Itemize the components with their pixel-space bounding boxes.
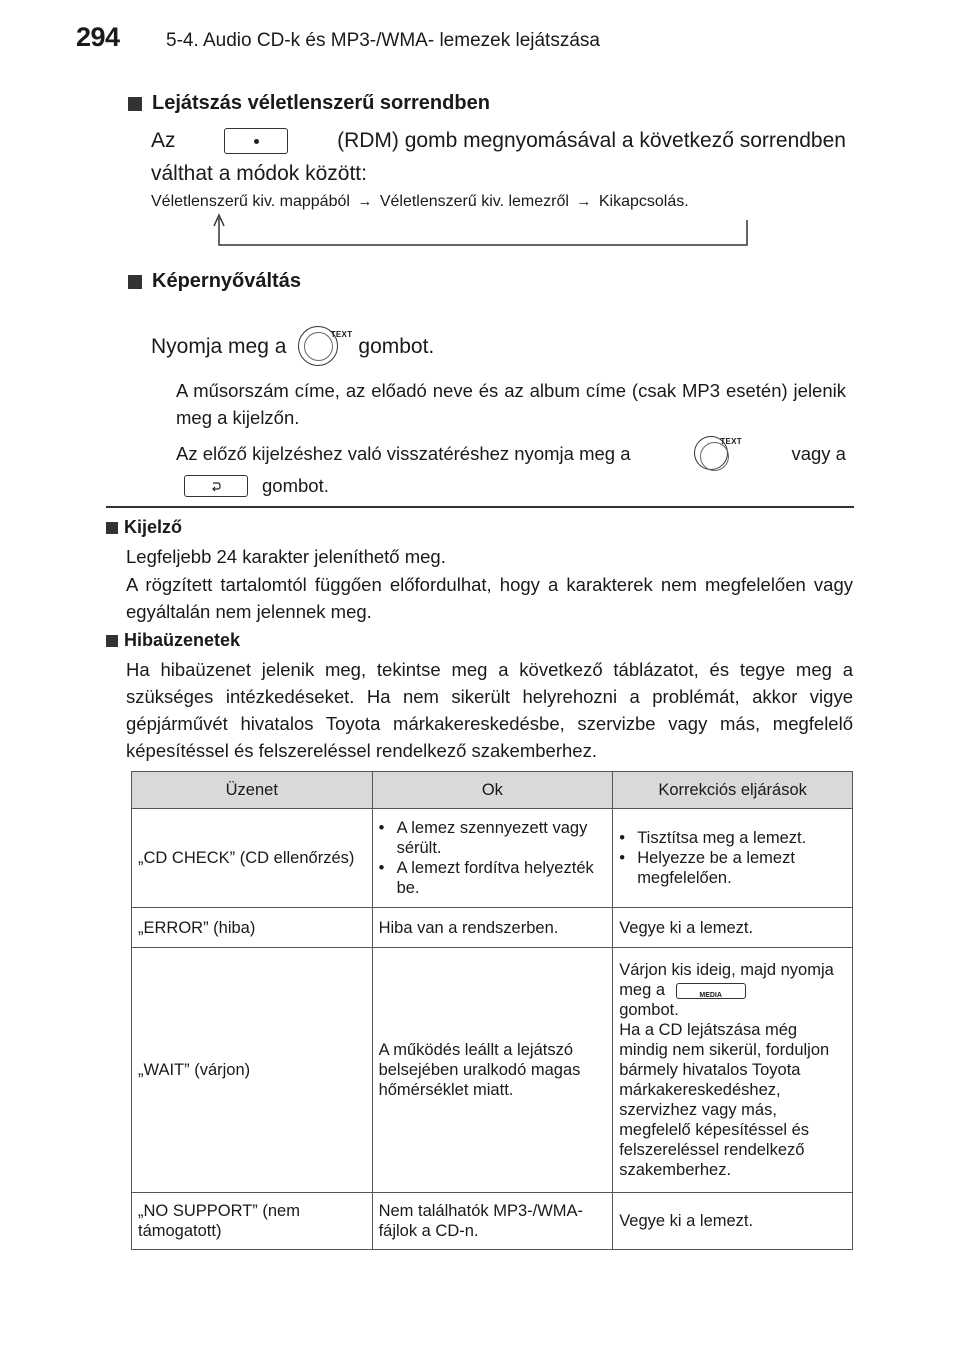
display-switch-heading-text: Képernyőváltás [152,270,301,292]
table-row [132,908,853,948]
table-header-action: Korrekciós eljárások [613,772,853,809]
display-switch-heading [128,270,301,293]
text-knob-label: TEXT [720,437,742,446]
display-back-middle: vagy a [791,442,846,464]
table-header-cause: Ok [372,772,613,809]
errors-note-heading-text: Hibaüzenetek [124,630,241,650]
row-cause: Hiba van a rendszerben. [372,908,613,948]
row-cause: A működés leállt a lejátszó belsejében uralkodó magas hőmérséklet miatt. [372,948,613,1193]
sequence-arrow-icon: → [357,193,373,210]
row-cause: Nem találhatók MP3-/WMA-fájlok a CD-n. [372,1193,613,1250]
display-switch-before: Nyomja meg a [151,334,287,358]
media-button-label: MEDIA [699,991,722,999]
back-button-icon [184,475,248,497]
list-item: • A lemezt fordítva helyezték be. [379,858,607,898]
row-message: „NO SUPPORT” (nem támogatott) [132,1193,373,1250]
sequence-step1: Véletlenszerű kiv. mappából [151,193,350,210]
random-line1-after: (RDM) gomb megnyomásával a következő sorrendben [337,129,846,152]
list-item: • A lemez szennyezett vagy sérült. [379,818,607,858]
table-row [132,1193,853,1250]
loop-back-arrow-icon [210,212,754,252]
display-back-after: gombot. [262,475,329,496]
section-divider [106,506,854,508]
return-arrow-icon [185,476,249,496]
table-header-message: Üzenet [132,772,373,809]
table-row [132,948,853,1193]
rdm-button-icon [224,128,288,154]
random-line2: válthat a módok között: [151,162,367,185]
display-switch-info: A műsorszám címe, az előadó neve és az album címe (csak MP3 esetén) jelenik meg a kijelzőn. [176,380,846,428]
display-note-heading [106,517,182,538]
table-header-row [132,772,853,809]
row-action [613,809,853,908]
random-line1-before: Az [151,129,176,152]
display-note-heading-text: Kijelző [124,517,183,537]
row-action [613,948,853,1193]
list-item: • Helyezze be a lemezt megfelelően. [619,848,846,888]
square-bullet-icon [128,275,142,289]
row-message: „ERROR” (hiba) [132,908,373,948]
display-back-before: Az előző kijelzéshez való visszatéréshez nyomja meg a [176,442,631,464]
error-table [131,771,853,1250]
page-number: 294 [76,22,120,52]
row-cause [372,809,613,908]
sequence-step3: Kikapcsolás. [598,193,689,210]
errors-note-heading [106,630,240,651]
media-button-icon [676,983,746,999]
chapter-title: 5-4. Audio CD-k és MP3-/WMA- lemezek lejátszása [166,30,600,51]
sequence-step2: Véletlenszerű kiv. lemezről [379,193,569,210]
row-message: „CD CHECK” (CD ellenőrzés) [132,809,373,908]
wait-action-before: Várjon kis ideig, majd nyomja meg a [619,961,834,999]
square-bullet-icon [106,635,118,647]
text-knob-small [694,436,742,470]
random-sequence [151,193,689,211]
text-knob [298,326,353,366]
random-description [151,124,846,190]
display-switch-after: gombot. [358,334,435,358]
sequence-arrow-icon: → [576,193,592,210]
display-note-p2: A rögzített tartalomtól függően előfordulhat, hogy a karakterek nem megfelelően vagy egyáltalán nem jelennek meg. [126,574,853,622]
display-note-p1: Legfeljebb 24 karakter jeleníthető meg. [126,546,446,567]
row-message: „WAIT” (várjon) [132,948,373,1193]
random-heading-text: Lejátszás véletlenszerű sorrendben [152,92,490,114]
list-item: • Tisztítsa meg a lemezt. [619,828,846,848]
wait-action-after: gombot. [619,1001,679,1019]
square-bullet-icon [106,522,118,534]
table-row [132,809,853,908]
text-knob-label: TEXT [330,330,353,339]
random-heading [128,92,490,115]
square-bullet-icon [128,97,142,111]
row-action: Vegye ki a lemezt. [613,908,853,948]
display-switch-back [176,436,846,499]
display-switch-instruction [151,326,434,366]
row-action: Vegye ki a lemezt. [613,1193,853,1250]
wait-action-more: Ha a CD lejátszása még mindig nem sikerül, forduljon bármely hivatalos Toyota márkakereskedéshez, szervizhez vagy más, megfelelő képesítéssel és felszereléssel rendelkező szakemberhez. [619,1021,830,1179]
errors-note-p1: Ha hibaüzenet jelenik meg, tekintse meg a következő táblázatot, és tegye meg a szükséges intézkedéseket. Ha nem sikerült helyrehozni a problémát, akkor vigye gépjárművét hivatalos Toyota márkakereskedésbe, szervizbe vagy más, megfelelő képesítéssel és felszereléssel rendelkező szakemberhez. [126,659,853,761]
